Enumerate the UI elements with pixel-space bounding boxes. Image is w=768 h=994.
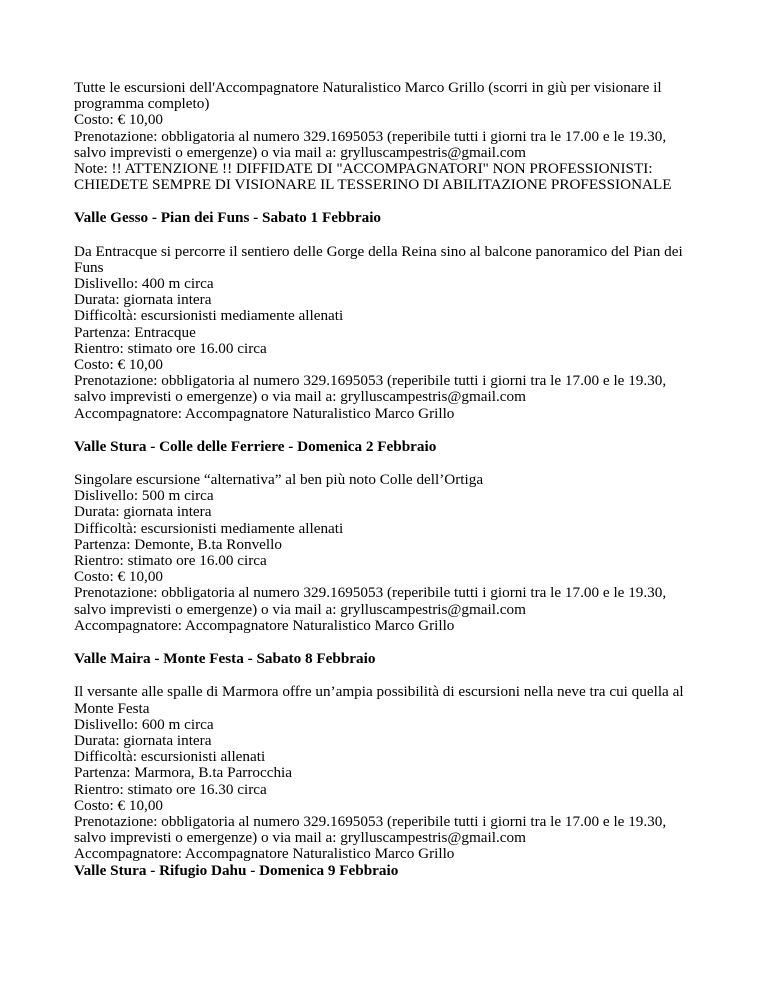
- event-partenza: Partenza: Entracque: [74, 323, 196, 341]
- intro-section: [74, 80, 714, 193]
- event-rientro: Rientro: stimato ore 16.00 circa: [74, 552, 267, 570]
- event-accompagnatore: Accompagnatore: Accompagnatore Naturalistico Marco Grillo: [74, 616, 455, 634]
- event-rientro: Rientro: stimato ore 16.30 circa: [74, 780, 267, 798]
- event-prenotazione-line-1: Prenotazione: obbligatoria al numero 329.1695053 (reperibile tutti i giorni tra le 17.00 e le 19.30,: [74, 812, 667, 830]
- event-durata: Durata: giornata intera: [74, 503, 212, 521]
- event-title: Valle Stura - Rifugio Dahu - Domenica 9 Febbraio: [74, 861, 399, 879]
- event-block: [74, 210, 714, 421]
- intro-note-line-2: CHIEDETE SEMPRE DI VISIONARE IL TESSERINO DI ABILITAZIONE PROFESSIONALE: [74, 176, 672, 194]
- event-prenotazione-line-2: salvo imprevisti o emergenze) o via mail a: grylluscampestris@gmail.com: [74, 600, 526, 618]
- event-title: Valle Maira - Monte Festa - Sabato 8 Febbraio: [74, 650, 376, 668]
- event-durata: Durata: giornata intera: [74, 731, 212, 749]
- intro-line-2: programma completo): [74, 95, 210, 113]
- document-page: [74, 80, 714, 879]
- event-title: Valle Stura - Colle delle Ferriere - Domenica 2 Febbraio: [74, 437, 437, 455]
- event-prenotazione-line-2: salvo imprevisti o emergenze) o via mail a: grylluscampestris@gmail.com: [74, 829, 526, 847]
- event-accompagnatore: Accompagnatore: Accompagnatore Naturalistico Marco Grillo: [74, 845, 455, 863]
- event-description-line-2: Monte Festa: [74, 699, 150, 717]
- intro-cost: Costo: € 10,00: [74, 111, 164, 129]
- event-prenotazione-line-1: Prenotazione: obbligatoria al numero 329.1695053 (reperibile tutti i giorni tra le 17.00 e le 19.30,: [74, 584, 667, 602]
- event-difficolta: Difficoltà: escursionisti allenati: [74, 748, 266, 766]
- event-prenotazione-line-1: Prenotazione: obbligatoria al numero 329.1695053 (reperibile tutti i giorni tra le 17.00 e le 19.30,: [74, 372, 667, 390]
- event-costo: Costo: € 10,00: [74, 356, 164, 374]
- event-partenza: Partenza: Marmora, B.ta Parrocchia: [74, 764, 293, 782]
- event-difficolta: Difficoltà: escursionisti mediamente allenati: [74, 519, 344, 537]
- event-dislivello: Dislivello: 600 m circa: [74, 715, 214, 733]
- intro-booking-line-1: Prenotazione: obbligatoria al numero 329.1695053 (reperibile tutti i giorni tra le 17.00 e le 19.30,: [74, 127, 667, 145]
- event-accompagnatore: Accompagnatore: Accompagnatore Naturalistico Marco Grillo: [74, 404, 455, 422]
- event-title: Valle Gesso - Pian dei Funs - Sabato 1 Febbraio: [74, 209, 382, 227]
- event-costo: Costo: € 10,00: [74, 796, 164, 814]
- event-block: [74, 439, 714, 634]
- event-difficolta: Difficoltà: escursionisti mediamente allenati: [74, 307, 344, 325]
- event-prenotazione-line-2: salvo imprevisti o emergenze) o via mail a: grylluscampestris@gmail.com: [74, 388, 526, 406]
- event-partenza: Partenza: Demonte, B.ta Ronvello: [74, 535, 282, 553]
- event-durata: Durata: giornata intera: [74, 291, 212, 309]
- event-block: [74, 651, 714, 879]
- event-description-line-1: Il versante alle spalle di Marmora offre un’ampia possibilità di escursioni nella neve tra cui quella al: [74, 683, 684, 701]
- event-rientro: Rientro: stimato ore 16.00 circa: [74, 339, 267, 357]
- event-dislivello: Dislivello: 500 m circa: [74, 487, 214, 505]
- event-description-line-1: Singolare escursione “alternativa” al ben più noto Colle dell’Ortiga: [74, 471, 484, 489]
- event-dislivello: Dislivello: 400 m circa: [74, 275, 214, 293]
- event-description-line-2: Funs: [74, 258, 104, 276]
- event-description-line-1: Da Entracque si percorre il sentiero delle Gorge della Reina sino al balcone panoramico del Pian dei: [74, 242, 683, 260]
- intro-booking-line-2: salvo imprevisti o emergenze) o via mail a: grylluscampestris@gmail.com: [74, 143, 526, 161]
- event-costo: Costo: € 10,00: [74, 568, 164, 586]
- intro-line-1: Tutte le escursioni dell'Accompagnatore Naturalistico Marco Grillo (scorri in giù per visionare il: [74, 79, 662, 96]
- intro-note-line-1: Note: !! ATTENZIONE !! DIFFIDATE DI "ACCOMPAGNATORI" NON PROFESSIONISTI:: [74, 160, 653, 178]
